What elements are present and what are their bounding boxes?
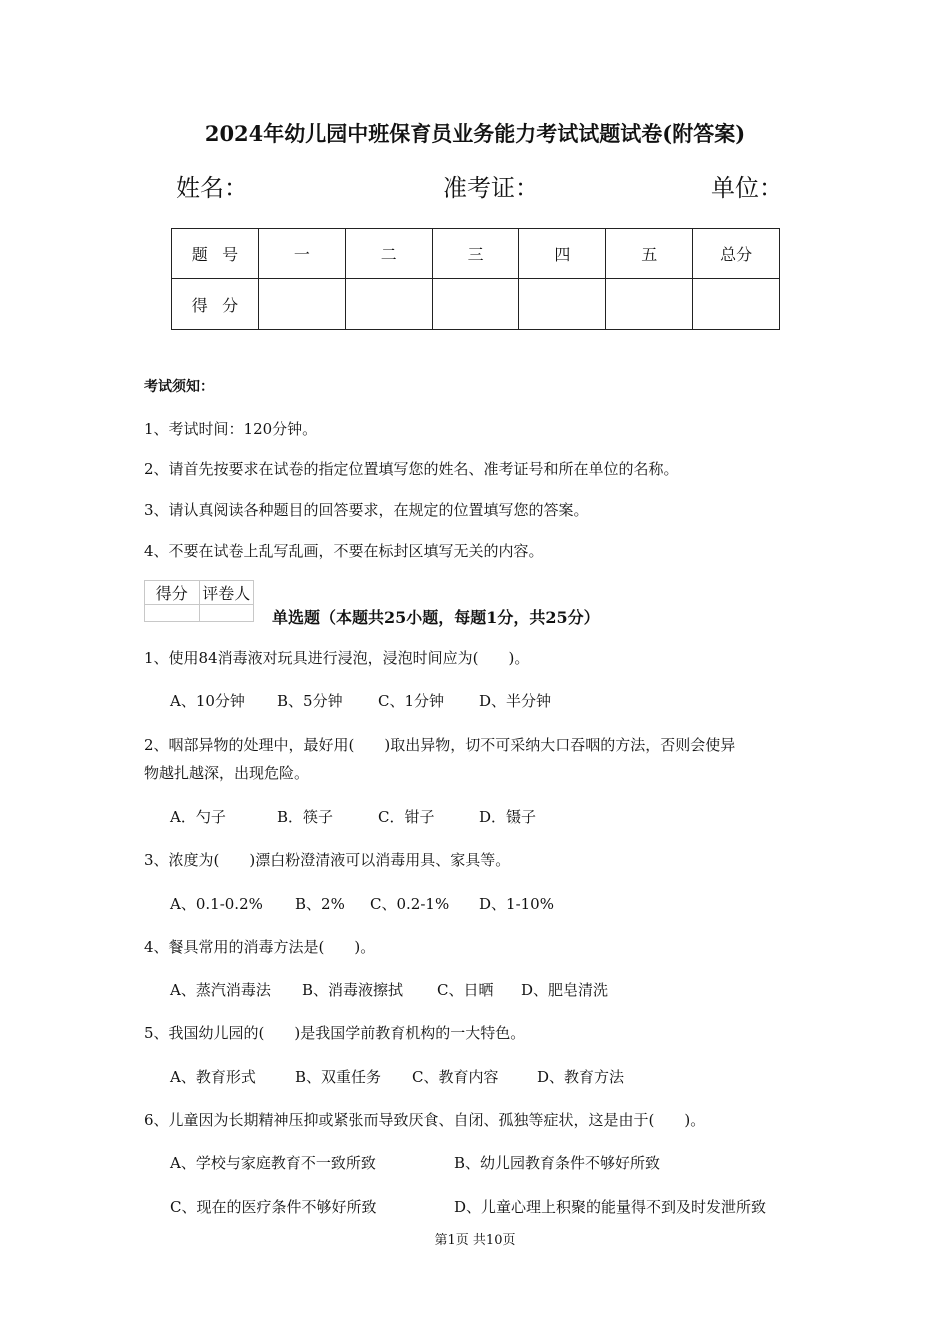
grader-score-label: 得分 (145, 581, 200, 605)
question-3-option-c: C、0.2-1% (370, 895, 450, 913)
question-1-option-a: A、10分钟 (170, 692, 245, 710)
column-header-5: 五 (606, 229, 693, 279)
question-1-option-c: C、1分钟 (378, 692, 445, 710)
notice-heading: 考试须知： (144, 379, 214, 395)
question-4-option-a: A、蒸汽消毒法 (170, 981, 271, 999)
question-1-stem: 1、使用84消毒液对玩具进行浸泡，浸泡时间应为( )。 (144, 649, 530, 667)
question-4-option-d: D、肥皂清洗 (521, 981, 609, 999)
score-cell-3[interactable] (432, 279, 519, 330)
question-3-option-d: D、1-10% (479, 895, 554, 913)
unit-field-label: 单位： (711, 174, 783, 202)
question-3-option-b: B、2% (295, 895, 345, 913)
score-cell-1[interactable] (259, 279, 346, 330)
name-field-label: 姓名： (176, 174, 248, 202)
notice-item-1: 1、考试时间：120分钟。 (144, 420, 318, 438)
question-6-stem: 6、儿童因为长期精神压抑或紧张而导致厌食、自闭、孤独等症状，这是由于( )。 (144, 1111, 706, 1129)
score-table (171, 228, 780, 330)
question-2-option-d: D．镊子 (479, 808, 537, 826)
score-table-score-row (172, 279, 780, 330)
score-table-header-row (172, 229, 780, 279)
question-5-option-c: C、教育内容 (412, 1068, 499, 1086)
notice-item-3: 3、请认真阅读各种题目的回答要求，在规定的位置填写您的答案。 (144, 501, 589, 519)
question-6-option-a: A、学校与家庭教育不一致所致 (170, 1154, 376, 1172)
score-cell-total[interactable] (693, 279, 780, 330)
grader-name-label: 评卷人 (199, 581, 254, 605)
column-header-2: 二 (345, 229, 432, 279)
score-cell-5[interactable] (606, 279, 693, 330)
question-1-option-b: B、5分钟 (277, 692, 343, 710)
question-3-stem: 3、浓度为( )漂白粉澄清液可以消毒用具、家具等。 (144, 851, 511, 869)
column-header-3: 三 (432, 229, 519, 279)
question-4-stem: 4、餐具常用的消毒方法是( )。 (144, 938, 376, 956)
question-2-option-b: B．筷子 (277, 808, 334, 826)
question-5-option-b: B、双重任务 (295, 1068, 382, 1086)
question-2-stem-line-1: 2、咽部异物的处理中，最好用( )取出异物，切不可采纳大口吞咽的方法，否则会使异 (144, 736, 736, 754)
question-2-option-a: A．勺子 (170, 808, 226, 826)
notice-item-2: 2、请首先按要求在试卷的指定位置填写您的姓名、准考证号和所在单位的名称。 (144, 460, 679, 478)
row-header-score: 得分 (172, 279, 259, 330)
score-cell-4[interactable] (519, 279, 606, 330)
question-5-stem: 5、我国幼儿园的( )是我国学前教育机构的一大特色。 (144, 1024, 526, 1042)
question-5-option-a: A、教育形式 (170, 1068, 256, 1086)
question-3-option-a: A、0.1-0.2% (170, 895, 263, 913)
question-6-option-d: D、儿童心理上积聚的能量得不到及时发泄所致 (454, 1198, 767, 1216)
column-header-total: 总分 (693, 229, 780, 279)
question-4-option-c: C、日晒 (437, 981, 494, 999)
question-2-stem-line-2: 物越扎越深，出现危险。 (144, 764, 310, 782)
section-title: 单选题（本题共25小题，每题1分，共25分） (272, 608, 600, 627)
score-cell-2[interactable] (345, 279, 432, 330)
question-4-option-b: B、消毒液擦拭 (302, 981, 404, 999)
question-6-option-b: B、幼儿园教育条件不够好所致 (454, 1154, 661, 1172)
question-2-option-c: C．钳子 (378, 808, 435, 826)
column-header-4: 四 (519, 229, 606, 279)
grader-box (144, 580, 254, 622)
column-header-1: 一 (259, 229, 346, 279)
exam-id-field-label: 准考证： (443, 174, 539, 202)
page-footer: 第1页 共10页 (434, 1233, 516, 1248)
question-1-option-d: D、半分钟 (479, 692, 552, 710)
question-5-option-d: D、教育方法 (537, 1068, 625, 1086)
grader-name-cell[interactable] (199, 605, 254, 622)
notice-item-4: 4、不要在试卷上乱写乱画，不要在标封区填写无关的内容。 (144, 542, 544, 560)
document-title: 2024年幼儿园中班保育员业务能力考试试题试卷(附答案) (204, 121, 746, 146)
row-header-question-number: 题号 (172, 229, 259, 279)
question-6-option-c: C、现在的医疗条件不够好所致 (170, 1198, 377, 1216)
grader-score-cell[interactable] (145, 605, 200, 622)
